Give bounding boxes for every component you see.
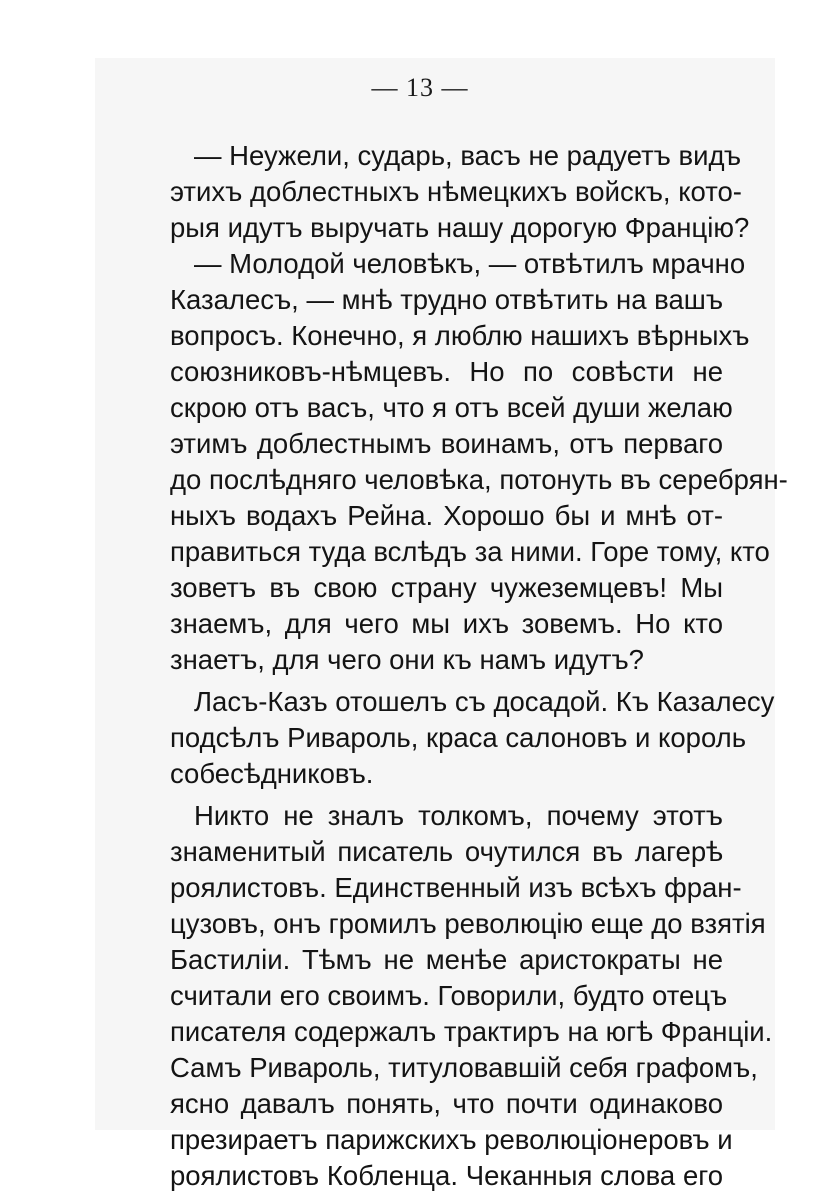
text-line: подсѣлъ Ривароль, краса салоновъ и король bbox=[170, 722, 747, 753]
text-line: правиться туда вслѣдъ за ними. Горе тому, кто bbox=[170, 536, 770, 567]
text-line: ясно давалъ понять, что почти одинаково bbox=[170, 1088, 723, 1119]
text-line: зоветъ въ свою страну чужеземцевъ! Мы bbox=[170, 572, 723, 603]
text-line: Никто не зналъ толкомъ, почему этотъ bbox=[194, 800, 723, 831]
text-line: собесѣдниковъ. bbox=[170, 758, 374, 789]
text-line: роялистовъ Кобленца. Чеканныя слова его bbox=[170, 1160, 723, 1191]
text-line: вопросъ. Конечно, я люблю нашихъ вѣрныхъ bbox=[170, 320, 750, 351]
text-line: Ласъ-Казъ отошелъ съ досадой. Къ Казалесу bbox=[194, 686, 775, 717]
text-line: этимъ доблестнымъ воинамъ, отъ перваго bbox=[170, 428, 723, 459]
text-line: знаетъ, для чего они къ намъ идутъ? bbox=[170, 644, 644, 675]
text-line: Бастиліи. Тѣмъ не менѣе аристократы не bbox=[170, 944, 723, 975]
text-line: Казалесъ, — мнѣ трудно отвѣтить на вашъ bbox=[170, 284, 724, 315]
text-line: знаменитый писатель очутился въ лагерѣ bbox=[170, 836, 723, 867]
text-line: презираетъ парижскихъ революціонеровъ и bbox=[170, 1124, 733, 1155]
body-text bbox=[170, 138, 788, 1191]
text-line: союзниковъ-нѣмцевъ. Но по совѣсти не bbox=[170, 356, 723, 387]
text-line: Самъ Ривароль, титуловавшій себя графомъ, bbox=[170, 1052, 758, 1083]
text-line: рыя идутъ выручать нашу дорогую Францію? bbox=[170, 212, 750, 243]
text-line: считали его своимъ. Говорили, будто отецъ bbox=[170, 980, 728, 1011]
text-line: роялистовъ. Единственный изъ всѣхъ фран- bbox=[170, 872, 742, 903]
text-line: писателя содержалъ трактиръ на югѣ Франціи. bbox=[170, 1016, 773, 1047]
text-line: — Молодой человѣкъ, — отвѣтилъ мрачно bbox=[194, 248, 746, 279]
text-line: до послѣдняго человѣка, потонуть въ серебрян- bbox=[170, 464, 788, 495]
text-line: — Неужели, сударь, васъ не радуетъ видъ bbox=[194, 140, 742, 171]
text-line: знаемъ, для чего мы ихъ зовемъ. Но кто bbox=[170, 608, 723, 639]
text-line: скрою отъ васъ, что я отъ всей души желаю bbox=[170, 392, 733, 423]
page-number: — 13 — bbox=[371, 73, 469, 102]
text-line: этихъ доблестныхъ нѣмецкихъ войскъ, кото- bbox=[170, 176, 742, 207]
text-line: цузовъ, онъ громилъ революцію еще до взятія bbox=[170, 908, 766, 939]
text-line: ныхъ водахъ Рейна. Хорошо бы и мнѣ от- bbox=[170, 500, 723, 531]
